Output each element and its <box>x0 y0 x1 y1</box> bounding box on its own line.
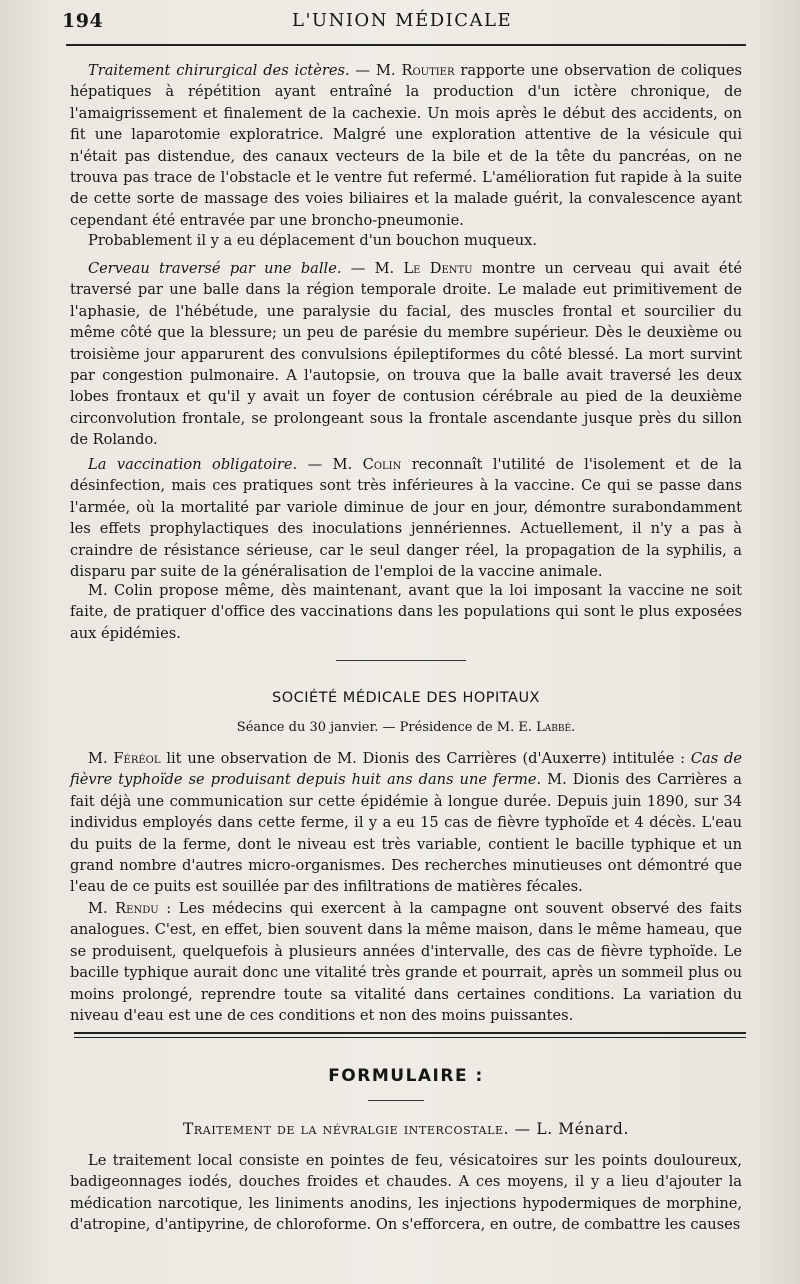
paragraph-body: . M. Dionis des Carrières a fait déjà une communication sur cette épidémie à longue durée. Depuis juin 1890, sur 34 individus employés dans cette ferme, il y a eu 15 cas de fièvre typhoïde et 4 décès. L'eau du puits de la ferme, dont le niveau est très variable, contient le bacille typhique et un grand nombre d'autres micro-organismes. Des recherches minutieuses ont démontré que l'eau de ce puits est souillée par des infiltrations de matières fécales. <box>70 771 742 896</box>
paragraph-bouchon: Probablement il y a eu déplacement d'un bouchon muqueux. <box>88 232 537 249</box>
formulaire-colon: : <box>468 1066 484 1086</box>
lead: M. <box>88 750 114 767</box>
paragraph-body: : Les médecins qui exercent à la campagne ont souvent observé des faits analogues. C'est, en effet, bien souvent dans la même maison, dans le même hameau, que se produisent, quelquefois à plusieurs années d'intervalle, des cas de fièvre typhoïde. Le bacille typhique aurait donc une vitalité très grande et pourrait, après un sommeil plus ou moins prolongé, reprendre toute sa vitalité dans certaines conditions. La variation du niveau d'eau est une de ces conditions et non des moins puissantes. <box>70 900 742 1025</box>
author-fereol: Féréol <box>113 750 161 767</box>
article-author-menard: L. Ménard. <box>536 1120 629 1138</box>
paragraph-vaccination <box>70 454 742 582</box>
formulaire-heading: FORMULAIRE <box>328 1066 469 1086</box>
page-header <box>62 10 742 36</box>
paragraph-colin: M. Colin propose même, dès maintenant, avant que la loi imposant la vaccine ne soit faite, de pratiquer d'office des vaccinations dans les populations qui sont le plus exposées aux épidémies. <box>70 582 742 642</box>
paragraph-pre: lit une observation de M. Dionis des Carrières (d'Auxerre) intitulée : <box>160 750 691 767</box>
lead: M. <box>88 900 116 917</box>
paragraph-body: montre un cerveau qui avait été traversé par une balle dans la région temporale droite. Le malade eut primitivement de l'aphasie, de l'hébétude, une paralysie du facial, des muscles frontal et sourcilier du même côté que la blessure; un peu de parésie du membre supérieur. Dès le deuxième ou troisième jour apparurent des convulsions épileptiformes du côté blessé. La mort survint par congestion pulmonaire. A l'autopsie, on trouva que la balle avait traversé les deux lobes frontaux et qu'il y avait un foyer de contusion cérébrale au pied de la deuxième circonvolution frontale, se prolongeant sous la frontale ascendante jusque près du sillon de Rolando. <box>70 260 743 449</box>
paragraph-body: rapporte une observation de coliques hépatiques à répétition ayant entraîné la production d'un ictère chronique, de l'amaigrissement et finalement de la cachexie. Un mois après le début des accidents, on fit une laparotomie exploratrice. Malgré une exploration attentive de la vésicule qui n'était pas distendue, des canaux vecteurs de la bile et de la tête du pancréas, on ne trouva pas trace de l'obstacle et le ventre fut refermé. L'amélioration fut rapide à la suite de cette sorte de massage des voies biliaires et la malade guérit, la convalescence ayant cependant été entravée par une broncho-pneumonie. <box>70 62 742 229</box>
article-title-vaccination: La vaccination obligatoire. <box>88 456 298 473</box>
paragraph-rendu <box>70 898 742 1026</box>
paragraph-traitement: Le traitement local consiste en pointes de feu, vésicatoires sur les points douloureux, badigeonnages iodés, douches froides et chaudes. A ces moyens, il y a lieu d'ajouter la médication narcotique, les liniments anodins, les injections hypodermiques de morphine, d'atropine, d'antipyrine, de chloroforme. On s'efforcera, en outre, de combattre les causes <box>70 1152 742 1234</box>
paragraph-body: reconnaît l'utilité de l'isolement et de la désinfection, mais ces pratiques sont très inférieures à la vaccine. Ce qui se passe dans l'armée, où la mortalité par variole diminue de jour en jour, démontre surabondamment les effets prophylactiques des inoculations jennériennes. Actuellement, il n'y a pas à craindre de résistance sérieuse, car le seul danger réel, la propagation de la syphilis, a disparu par suite de la généralisation de l'emploi de la vaccine animale. <box>70 456 743 581</box>
observation-title: Cas de fièvre typhoïde se produisant depuis huit ans dans une ferme <box>70 750 742 789</box>
paragraph-fereol <box>70 748 742 898</box>
author-routier: Routier <box>401 62 455 79</box>
page-number: 194 <box>62 10 104 32</box>
article-sep: — <box>509 1120 537 1138</box>
author-rendu: Rendu <box>115 900 159 917</box>
author-le-dentu: Le Dentu <box>403 260 473 277</box>
running-title: L'UNION MÉDICALE <box>292 10 513 31</box>
author-colin: Colin <box>362 456 402 473</box>
session-suffix: . <box>571 720 576 735</box>
article-title-nevralgie: Traitement de la névralgie intercostale. <box>182 1120 510 1138</box>
article-sep: — M. <box>297 456 363 473</box>
header-rule <box>66 44 746 46</box>
paragraph-ictere <box>70 60 742 231</box>
section-heading-societe: SOCIÉTÉ MÉDICALE DES HOPITAUX <box>272 690 540 706</box>
double-rule-bottom <box>74 1037 746 1038</box>
article-title-ictere: Traitement chirurgical des ictères. <box>88 62 350 79</box>
section-divider <box>336 660 466 661</box>
article-title-cerveau: Cerveau traversé par une balle. <box>88 260 342 277</box>
formulaire-article-title <box>70 1120 742 1138</box>
president-labbe: Labbé <box>536 720 572 735</box>
formulaire-divider <box>368 1100 424 1101</box>
formulaire-heading-line <box>70 1066 742 1086</box>
session-prefix: Séance du 30 janvier. — Présidence de M. E. <box>236 720 537 735</box>
paragraph-cerveau <box>70 258 742 451</box>
session-line <box>70 720 742 735</box>
double-rule-top <box>74 1032 746 1034</box>
article-sep: — M. <box>349 62 402 79</box>
article-sep: — M. <box>341 260 404 277</box>
